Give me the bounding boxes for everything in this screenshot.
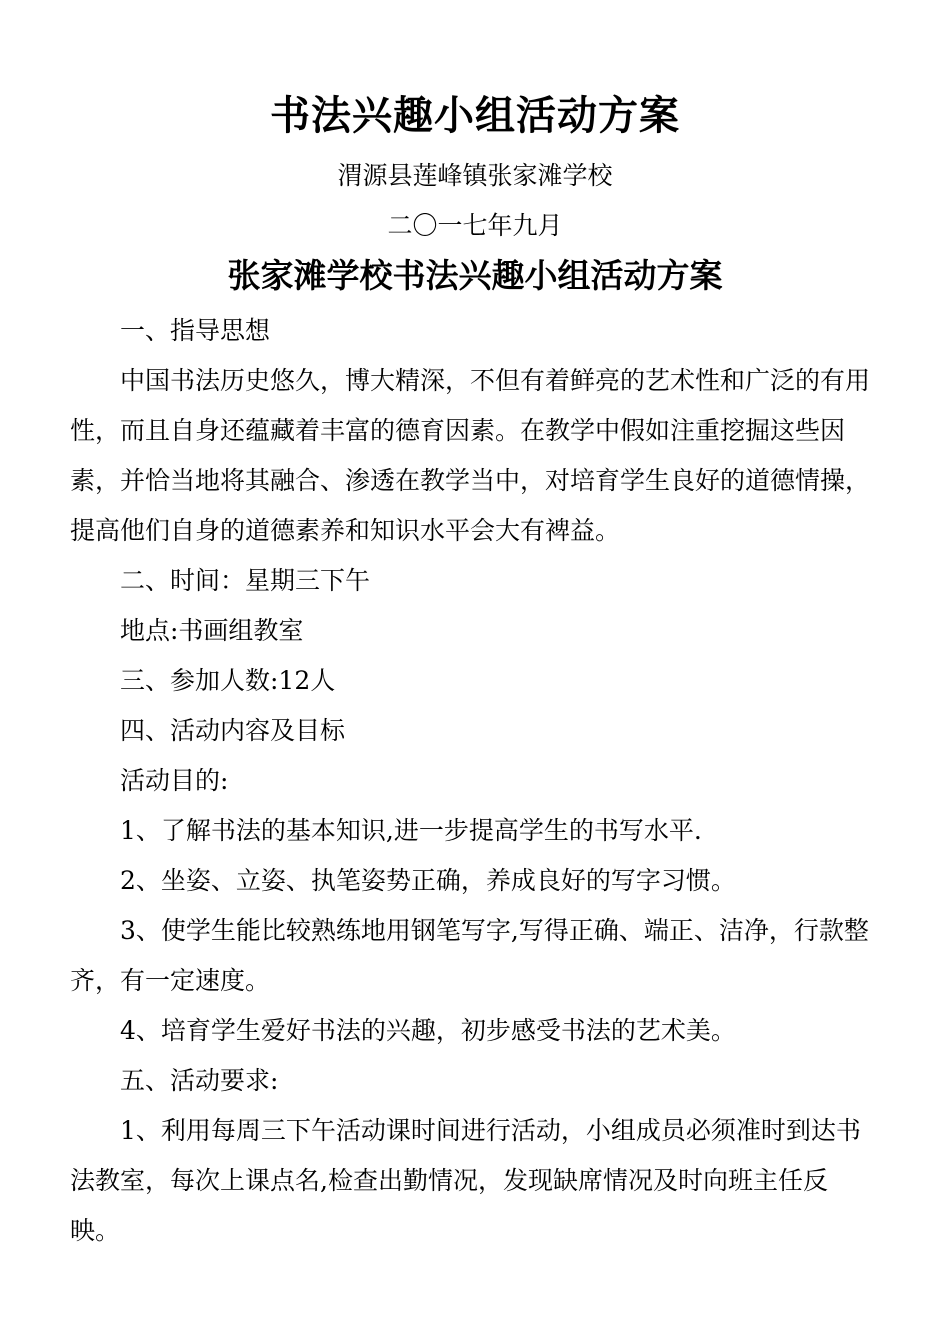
activity-purpose-label: 活动目的: bbox=[120, 766, 229, 795]
document-date: 二〇一七年九月 bbox=[387, 211, 563, 240]
school-name: 渭源县莲峰镇张家滩学校 bbox=[337, 161, 613, 190]
section-heading-requirements: 五、活动要求: bbox=[120, 1066, 279, 1095]
goal-item: 1、了解书法的基本知识,进一步提高学生的书写水平. bbox=[120, 816, 702, 845]
goal-item: 4、培育学生爱好书法的兴趣，初步感受书法的艺术美。 bbox=[120, 1016, 736, 1045]
document-title: 书法兴趣小组活动方案 bbox=[270, 93, 680, 139]
paragraph-guiding-idea: 中国书法历史悠久，博大精深，不但有着鲜亮的艺术性和广泛的有用性，而且自身还蕴藏着丰富的德育因素。在教学中假如注重挖掘这些因素，并恰当地将其融合、渗透在教学当中，对培育学生良好的道德情操，提高他们自身的道德素养和知识水平会大有裨益。 bbox=[70, 366, 871, 545]
goal-item: 2、坐姿、立姿、执笔姿势正确，养成良好的写字习惯。 bbox=[120, 866, 736, 895]
location-line: 地点:书画组教室 bbox=[120, 616, 304, 645]
section-participants: 三、参加人数:12人 bbox=[120, 666, 336, 695]
section-heading-guiding-idea: 一、指导思想 bbox=[120, 316, 271, 345]
goal-item: 3、使学生能比较熟练地用钢笔写字,写得正确、端正、洁净，行款整齐，有一定速度。 bbox=[70, 916, 869, 995]
requirement-item: 1、利用每周三下午活动课时间进行活动，小组成员必须准时到达书法教室，每次上课点名,检查出勤情况，发现缺席情况及时向班主任反映。 bbox=[70, 1116, 861, 1245]
document-body bbox=[70, 306, 870, 1256]
section-time: 二、时间：星期三下午 bbox=[120, 566, 371, 595]
section-heading-content: 四、活动内容及目标 bbox=[120, 716, 346, 745]
plan-title: 张家滩学校书法兴趣小组活动方案 bbox=[227, 256, 723, 295]
